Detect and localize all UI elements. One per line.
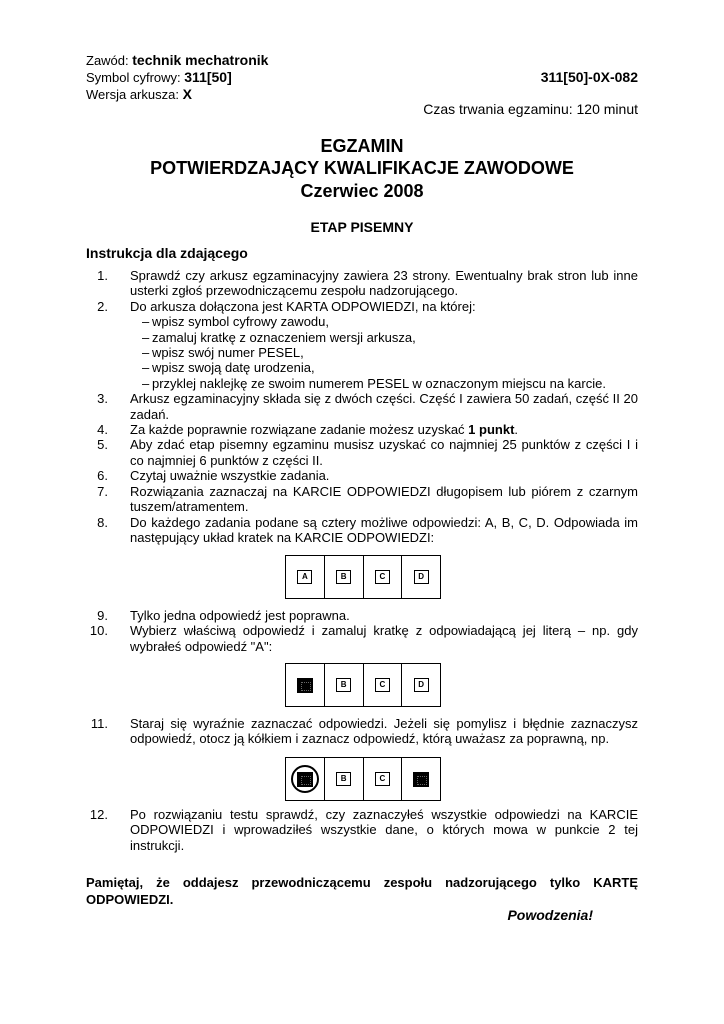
title-date: Czerwiec 2008 [300,181,424,201]
answer-cell [402,556,440,598]
answer-box-a: A [297,570,312,584]
sheet-code: 311[50]-0X-082 [540,69,638,85]
list-item [86,716,638,747]
item-text: Sprawdź czy arkusz egzaminacyjny zawiera 23 strony. Ewentualny brak stron lub inne usterki zgłoś przewodniczącemu zespołu nadzorującego. [130,268,638,299]
item-text: Aby zdać etap pisemny egzaminu musisz uzyskać co najmniej 25 punktów z części I i co najmniej 6 punktów z części II. [130,437,638,468]
answer-cell [325,758,364,800]
item-number: 1. [97,268,108,283]
symbol-value: 311[50] [184,69,232,85]
item-text: Rozwiązania zaznaczaj na KARCIE ODPOWIEDZI długopisem lub piórem z czarnym tuszem/atramentem. [130,483,638,515]
item-number: 7. [97,483,108,499]
item-text: Za każde poprawnie rozwiązane zadanie możesz uzyskać [130,422,469,438]
answer-cell [364,664,403,706]
instruction-list-part-3 [86,716,638,747]
profession-value: technik mechatronik [132,52,269,68]
answer-box-d: D [414,678,429,692]
reminder-text: Pamiętaj, że oddajesz przewodniczącemu zespołu nadzorującego tylko KARTĘ ODPOWIEDZI. [86,875,638,907]
list-item [86,608,638,623]
exam-duration: Czas trwania egzaminu: 120 minut [423,101,638,117]
item-text: Do arkusza dołączona jest KARTA ODPOWIEDZI, na której: [130,298,476,314]
answer-box-c: C [375,772,390,786]
profession-label: Zawód: [86,53,129,68]
item-text: Staraj się wyraźnie zaznaczać odpowiedzi. Jeżeli się pomylisz i błędnie zaznaczysz odpowiedź, otocz ją kółkiem i zaznacz odpowiedź, którą uważasz za poprawną, np. [130,716,638,747]
item-number: 9. [97,608,108,623]
symbol-line [86,69,232,86]
item-text: Do każdego zadania podane są cztery możliwe odpowiedzi: A, B, C, D. Odpowiada im następujący układ kratek na KARCIE ODPOWIEDZI: [130,514,638,545]
answer-cell [402,664,440,706]
answer-box-b: B [336,678,351,692]
title-qualifications: POTWIERDZAJĄCY KWALIFIKACJE ZAWODOWE [150,158,574,178]
item-text: Wybierz właściwą odpowiedź i zamaluj kratkę z odpowiadającą jej literą – np. gdy wybrałeś odpowiedź "A": [130,623,638,654]
answer-card-steps [130,314,638,391]
answer-cell [325,664,364,706]
item-number: 12. [89,807,108,822]
list-item [86,623,638,654]
instruction-list-part-4 [86,807,638,853]
list-item [86,468,638,483]
good-luck-text: Powodzenia! [507,907,593,923]
answer-box-c: C [375,678,390,692]
filled-box-icon [297,772,313,787]
version-label: Wersja arkusza: [86,87,179,102]
item-text: Tylko jedna odpowiedź jest poprawna. [130,608,350,623]
answer-grid-filled-example [285,663,441,707]
item-number: 10. [89,623,108,639]
title-exam: EGZAMIN [320,136,404,156]
sub-item: – wpisz swój numer PESEL, [130,345,638,360]
list-item [86,299,638,391]
answer-cell [286,758,325,800]
answer-grid-example [285,555,441,599]
list-item [86,268,638,299]
answer-box-b: B [336,570,351,584]
answer-cell [286,664,325,706]
instruction-list-part-2 [86,608,638,654]
item-number: 6. [97,468,108,484]
item-text-end: . [514,422,519,438]
item-number: 5. [97,437,108,453]
instruction-list-part-1 [86,268,638,545]
list-item [86,422,638,437]
list-item [86,437,638,468]
instruction-heading: Instrukcja dla zdającego [86,245,248,261]
item-number: 4. [97,422,108,438]
item-number: 8. [97,514,108,530]
item-number: 2. [97,298,108,314]
sub-item: – wpisz symbol cyfrowy zawodu, [130,314,638,329]
answer-cell [325,556,364,598]
stage-title: ETAP PISEMNY [310,219,414,235]
version-value: X [182,86,192,102]
item-number: 11. [90,716,108,731]
item-text: Czytaj uważnie wszystkie zadania. [130,468,330,484]
list-item [86,807,638,853]
profession-line [86,52,268,69]
item-number: 3. [97,391,108,407]
item-text: Po rozwiązaniu testu sprawdź, czy zaznaczyłeś wszystkie odpowiedzi na KARCIE ODPOWIEDZI i wprowadziłeś wszystkie dane, o których mowa w punkcie 2 tej instrukcji. [130,807,638,853]
version-line [86,86,192,103]
answer-cell [286,556,325,598]
item-text-bold: 1 punkt [468,422,515,438]
item-text: Arkusz egzaminacyjny składa się z dwóch części. Część I zawiera 50 zadań, część II 20 zadań. [130,391,638,422]
filled-box-icon [297,678,313,693]
answer-cell [364,556,403,598]
sub-item: – przyklej naklejkę ze swoim numerem PESEL w oznaczonym miejscu na karcie. [130,376,638,391]
circled-box-icon [291,765,319,793]
answer-box-d: D [414,570,429,584]
list-item [86,484,638,515]
answer-box-c: C [375,570,390,584]
answer-cell [364,758,403,800]
answer-cell [402,758,440,800]
list-item [86,391,638,422]
sub-item: – zamaluj kratkę z oznaczeniem wersji arkusza, [130,330,638,345]
list-item [86,515,638,546]
filled-box-icon [413,772,429,787]
sub-item: – wpisz swoją datę urodzenia, [130,360,638,375]
answer-box-b: B [336,772,351,786]
symbol-label: Symbol cyfrowy: [86,70,181,85]
answer-grid-correction-example [285,757,441,801]
